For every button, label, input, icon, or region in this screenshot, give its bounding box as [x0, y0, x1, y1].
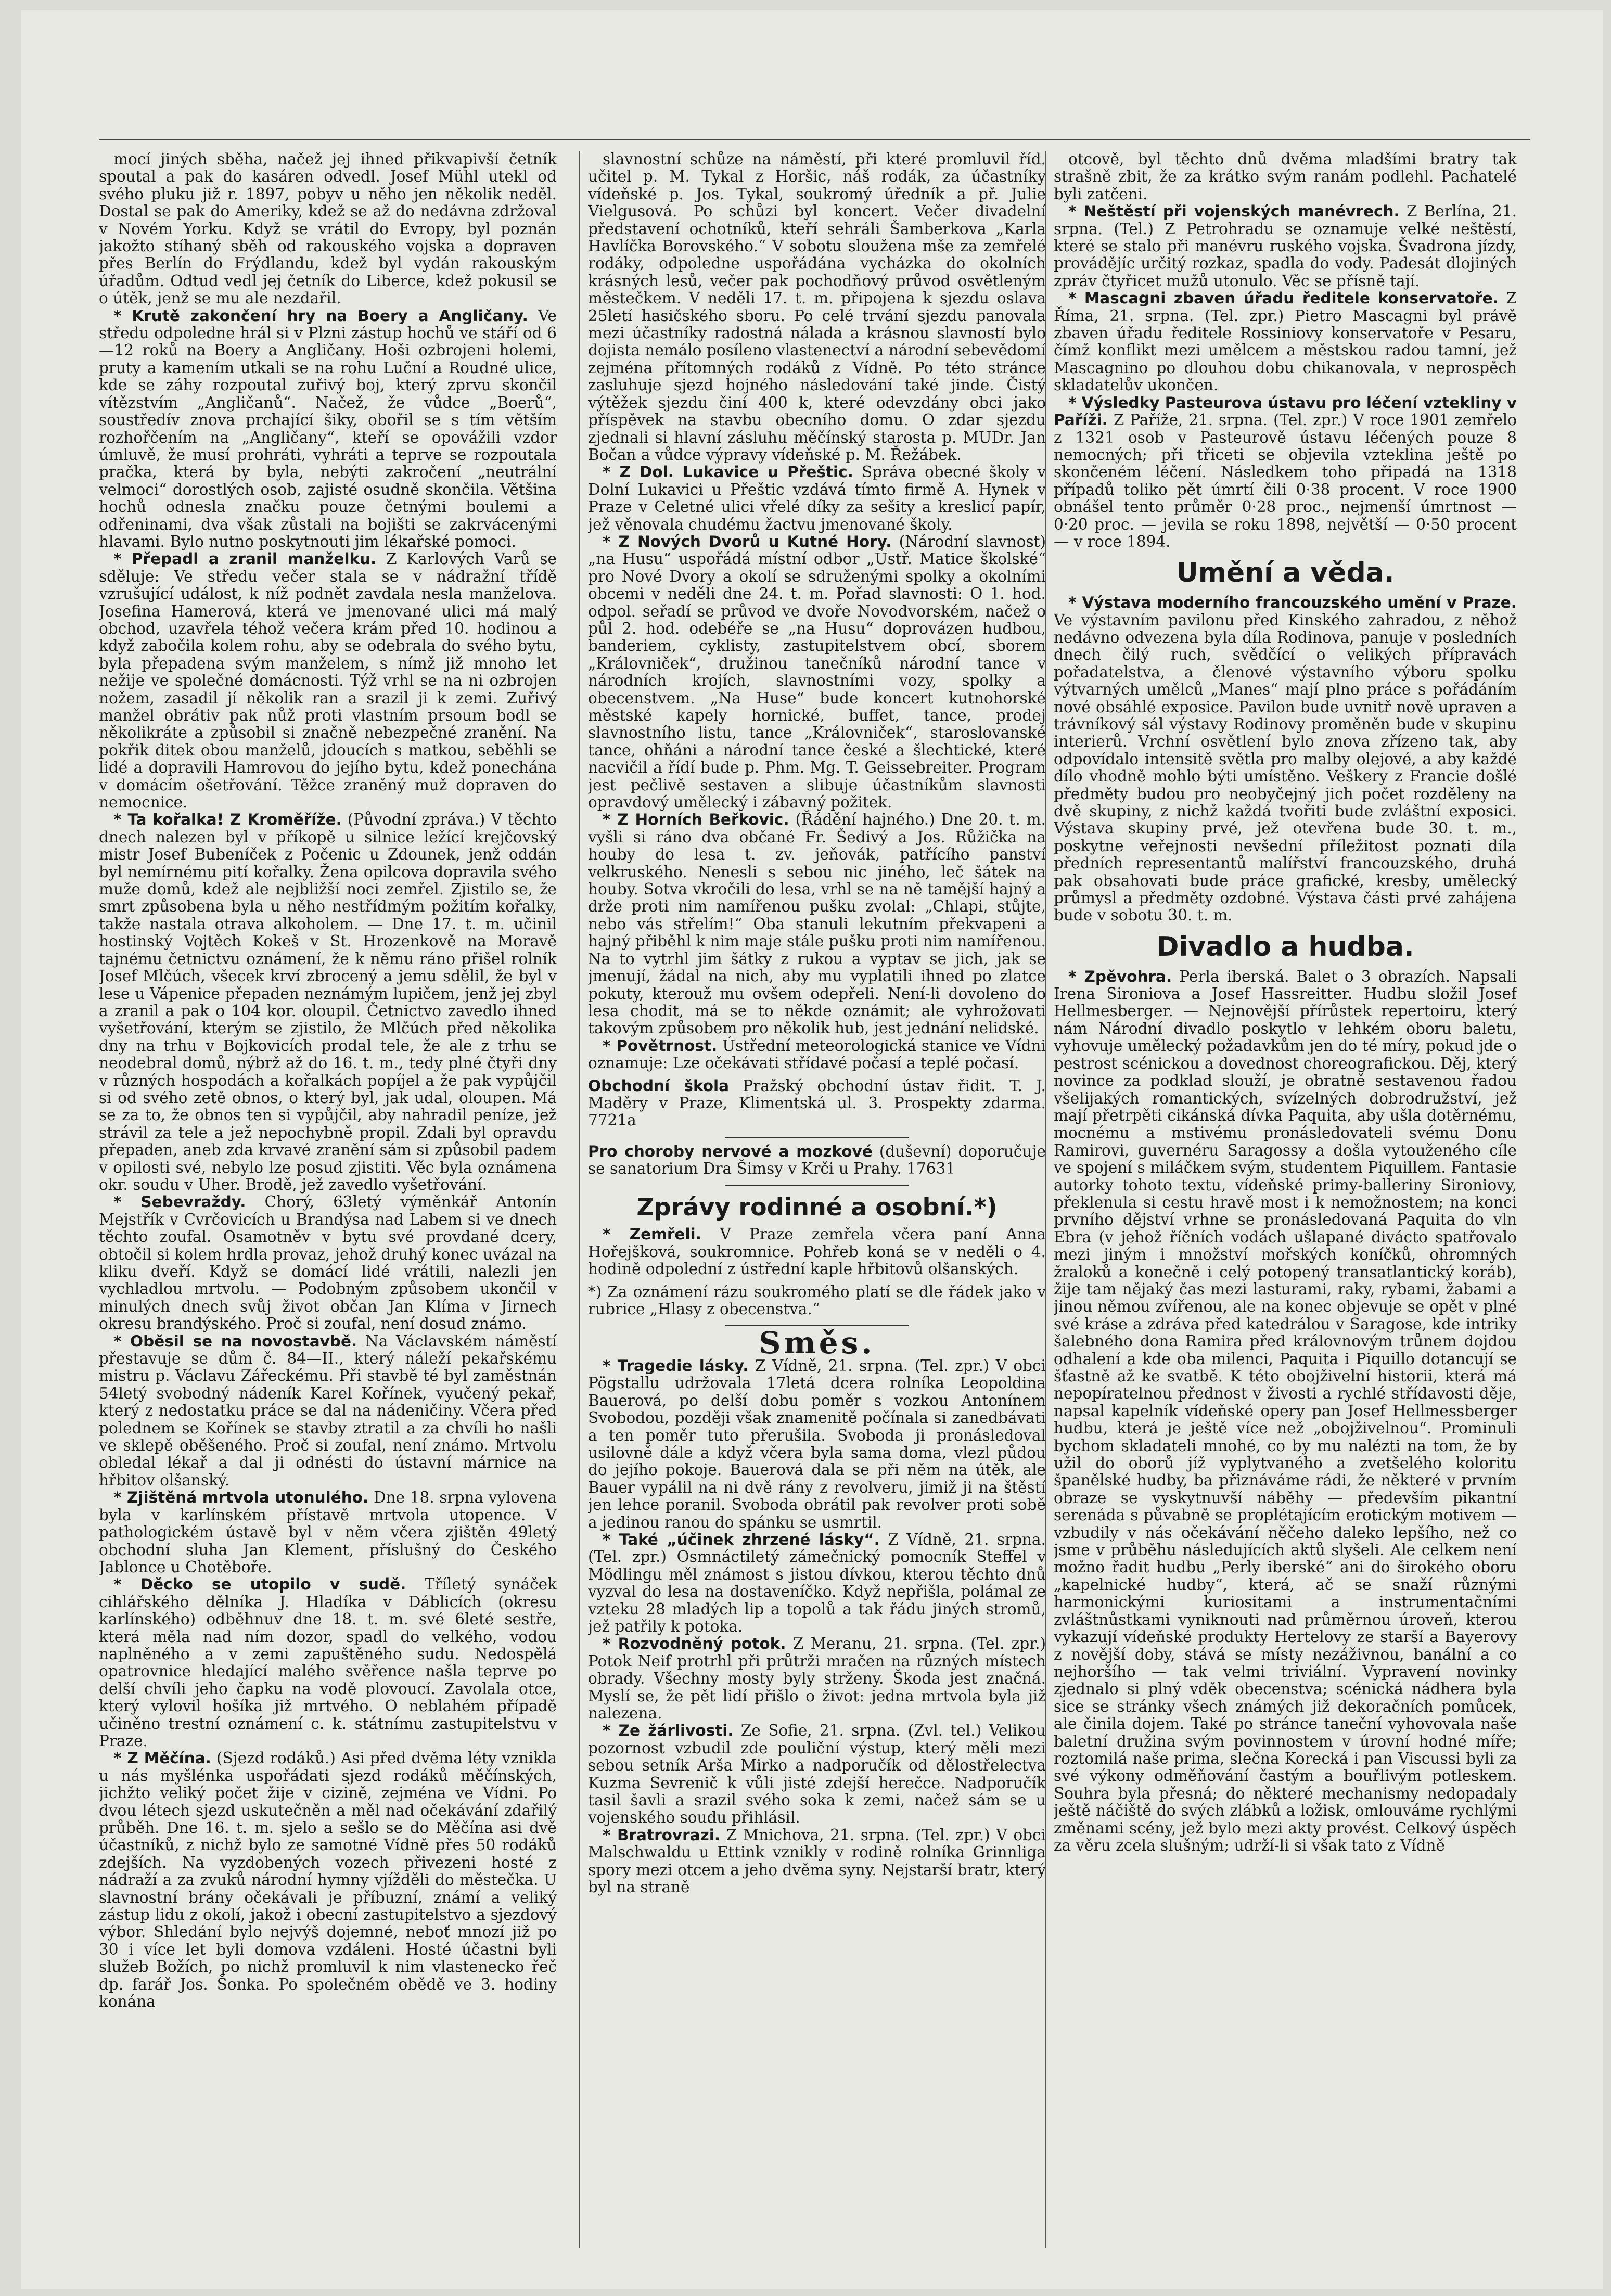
- article-heading: * Ta kořalka! Z Kroměříže.: [113, 811, 342, 829]
- advertisement: [588, 1078, 1046, 1130]
- article-text: (duševní) doporučuje se sanatorium Dra Šimsy v Krči u Prahy. 17631: [588, 1142, 1046, 1178]
- article-paragraph: [1054, 203, 1517, 290]
- article-text: Ze Sofie, 21. srpna. (Zvl. tel.) Velikou pozornost vzbudil zde pouliční výstup, který měli mezi sebou setník Arša Mirko a nadporučík od dělostřelectva Kuzma Sevrenič k vůli jisté zdejší herečce. Nadporučík tasil šavli a srazil svého soka k zemi, načež sám se u vojenského soudu přihlásil.: [588, 1722, 1046, 1827]
- section-heading: Umění a věda.: [1176, 557, 1395, 589]
- article-paragraph: [588, 533, 1046, 812]
- article-heading: Obchodní škola: [588, 1076, 730, 1095]
- article-text: Z Vídně, 21. srpna. (Tel. zpr.) Osmnáctiletý zámečnický pomocník Steffel v Mödlingu měl známost s jistou dívkou, kterou těchto dnů vyzval do lesa na dostaveníčko. Když nepřišla, polámal ze vzteku 28 mladých lip a topolů a tak řádu jiných stromů, jež patřily k potoka.: [588, 1530, 1046, 1635]
- article-heading: * Povětrnost.: [603, 1036, 718, 1055]
- article-text: (Národní slavnost) „na Husu“ uspořádá místní odbor „Ústř. Matice školské“ pro Nové Dvory a okolí se sdruženými spolky a okolními obcemi v neděli dne 24. t. m. Pořad slavnosti: O 1. hod. odpol. seřadí se průvod ve dvoře Novodvorském, načež o půl 2. hod. odebéře se „na Husu“ doprovázen hudbou, banderiem, cyklisty, zastupitelstvem obcí, sborem „Královniček“, družinou tanečníků národní tance v národních krojích, slavnostními vozy, spolky a obecenstvem. „Na Huse“ bude koncert kutnohorské městské kapely hornické, buffet, tance, prodej slavnostního listu, tance „Královniček“, staroslovanské tance, ohňáni a národní tance české a šlechtické, které nacvičil a řídí bude p. Phm. Mg. T. Geissebreiter. Program jest pečlivě sestaven a slibuje účastníkům slavnosti opravdový umělecký i zábavný požitek.: [588, 532, 1046, 812]
- article-text: Ve výstavním pavilonu před Kinského zahradou, z něhož nedávno odvezena byla díla Rodinova, panuje v posledních dnech čilý ruch, svědčící o velikých přípravách pořadatelstva, a členové výstavního výboru spolku výtvarných umělců „Manes“ mají plno práce s pořádáním nové obsáhlé exposice. Pavilon bude uvnitř nově upraven a trávníkový sál výstavy Rodinovy proměněn bude v skupinu interierů. Vrchní osvětlení bylo znova zřízeno tak, aby odpovídalo intensitě světla pro malby olejové, a aby každé dílo vhodně mohlo býti umístěno. Veškery z Francie došlé předměty budou pro neobyčejný jich počet rozděleny na dvě skupiny, z nichž každá tvořiti bude zvláštní exposici. Výstava skupiny prvé, jež otevřena bude 30. t. m., poskytne veřejnosti nevšední příležitost poznati díla předních representantů malířství francouzského, druhá pak obsahovati bude práce grafické, kresby, umělecký průmysl a předměty ozdobné. Výstava části prvé zahájena bude v sobotu 30. t. m.: [1054, 611, 1517, 925]
- section-heading: Divadlo a hudba.: [1156, 931, 1414, 963]
- article-heading: * Krutě zakončení hry na Boery a Angličany.: [113, 306, 528, 325]
- article-paragraph: [99, 1194, 557, 1332]
- article-paragraph: [99, 307, 557, 551]
- article-paragraph: [99, 1333, 557, 1490]
- article-paragraph: [99, 1750, 557, 2010]
- article-heading: * Oběsil se na novostavbě.: [113, 1332, 357, 1350]
- article-heading: * Z Měčína.: [113, 1749, 211, 1767]
- article-text: Z Berlína, 21. srpna. (Tel.) Z Petrohradu se oznamuje velké neštěstí, které se stalo při manévru ruského vojska. Švadrona jízdy, provádějíc určitý rozkaz, spadla do vody. Padesát dlojiných zpráv čtyřicet mužů utonulo. Věc se přísně tají.: [1054, 202, 1517, 290]
- article-heading: * Tragedie lásky.: [603, 1356, 749, 1375]
- article-paragraph: [1054, 151, 1517, 203]
- article-paragraph: [99, 1576, 557, 1750]
- article-paragraph: [1054, 968, 1517, 1855]
- footnote: *) Za oznámení rázu soukromého platí se dle řádek jako v rubrice „Hlasy z obecenstva.“: [588, 1282, 1046, 1318]
- article-text: Ve středu odpoledne hrál si v Plzni zástup hochů ve stáří od 6—12 roků na Boery a Angličany. Hoši ozbrojeni holemi, pruty a kamením utkali se na rohu Luční a Roudné ulice, kde se záhy rozpoutal zuřivý boj, který zprvu skončil vítězstvím „Angličanů“. Načež, že vůdce „Boerů“, soustředív znova prchající šiky, obořil se s tím větším rozhořčením na „Angličany“, kteří se opovážili vzdor úmluvě, že musí prohráti, vyhráti a teprve se rozpoutala pračka, která by byla, nebýti zakročení „neutrální velmoci“ dorostlých osob, zajisté osudně skončila. Většina hochů odnesla značku pouze četnými boulemi a odřeninami, dva však zůstali na bojišti se zakrvácenými hlavami. Bylo nutno poskytnouti jim lékařské pomoci.: [99, 306, 557, 550]
- article-heading: * Výstava moderního francouzského umění v Praze.: [1068, 594, 1517, 612]
- article-heading: * Zemřeli.: [603, 1225, 701, 1243]
- article-text: (Sjezd rodáků.) Asi před dvěma léty vznikla u nás myšlénka uspořádati sjezd rodáků měčínských, jichžto veliký počet žije v cizině, zejména ve Vídni. Po dvou létech sjezd uskutečněn a měl nad očekávání zdařilý průběh. Dne 16. t. m. sjelo a sešlo se do Měčína asi dvě účastníků, z nichž bylo ze samotné Vídně přes 50 rodáků zdejších. Na vyzdobených vozech přivezeni hosté z nádraží a za zvuků národní hymny vjížděli do městečka. U slavnostní brány očekávali je příbuzní, známí a veliký zástup lidu z okolí, jakož i obecní zastupitelstvo a sjezdový výbor. Shledání bylo nejvýš dojemné, neboť mnozí již po 30 i více let byli domova vzdáleni. Hosté účastni byli služeb Božích, po nichž promluvil k nim vlastenecko řeč dp. farář Jos. Šonka. Po společném obědě ve 3. hodiny konána: [99, 1749, 557, 2011]
- article-text: Z Mnichova, 21. srpna. (Tel. zpr.) V obci Malschwaldu u Ettink vznikly v rodině rolníka Grinnliga spory mezi otcem a jeho dvěma syny. Nejstarší bratr, který byl na straně: [588, 1826, 1046, 1896]
- article-heading: * Zpěvohra.: [1068, 967, 1172, 985]
- article-paragraph: [588, 1827, 1046, 1896]
- article-text: Pražský obchodní ústav řidit. T. J. Maděry v Praze, Klimentská ul. 3. Prospekty zdarma. 7721a: [588, 1076, 1046, 1130]
- section-heading: Směs.: [759, 1325, 875, 1361]
- article-heading: * Výsledky Pasteurova ústavu pro léčení vztekliny v Paříži.: [1054, 393, 1517, 429]
- article-paragraph: [1054, 594, 1517, 925]
- article-text: otcově, byl těchto dnů dvěma mladšími bratry tak strašně zbit, že za krátko svým ranám podlehl. Pachatelé byli zatčeni.: [1054, 151, 1517, 203]
- article-paragraph: [99, 151, 557, 307]
- article-paragraph: [588, 151, 1046, 464]
- article-paragraph: [1054, 394, 1517, 551]
- article-paragraph: [99, 811, 557, 1194]
- article-text: V Praze zemřela včera paní Anna Hořejšková, soukromnice. Pohřeb koná se v neděli o 4. hodině odpolední z ústřední kaple hřbitovů olšanských.: [588, 1225, 1046, 1278]
- article-paragraph: [99, 1489, 557, 1576]
- article-text: Perla iberská. Balet o 3 obrazích. Napsali Irena Sironiova a Josef Hassreitter. Hudbu složil Josef Hellmesberger. — Nejnovější přírůstek repertoiru, který nám Národní divadlo poskytlo v lehkém oboru baletu, vyhovuje umělecký požadavkům jen do té míry, pokud jde o pestrost scénickou a dovednost choreografickou. Děj, který novince za podklad slouží, je obratně sestavenou řadou všelijakých romantických, svízelných dobrodružství, jež mají přetrpěti cikánská dívka Paquita, aby ušla dotěrnému, mocnému a mstivému pronásledovateli svému Donu Ramirovi, guvernéru Saragossy a došla vytouženého cíle ve spojení s miláčkem svým, studentem Piquillem. Fantasie autorky tohoto textu, vídeňské primy-balleriny Sironiovy, překlenula si cestu hravě most i k nemožnostem; na konci prvního dějství vrhne se pronásledovaná Paquita do vln Ebra (v jehož říčních vodách ušlapané divácto spatřovalo mezi jiným i množství mořských koníčků, ohromných žraloků a konečně i celý potopený transatlantický koráb), žije tam nějaký čas mezi lasturami, raky, rybami, žabami a jinou němou zvířenou, ale na konec objevuje se opět v plné své kráse a zdráva před katedrálou v Saragose, kde intriky šalebného dona Ramira před královnovým trůnem dojdou odhalení a kde oba milenci, Paquita i Piquillo dotancují se šťastně až ke svatbě. K této obojživelní historii, která má nepopíratelnou přednost v živosti a rychlé střídavosti děje, napsal kapelník vídeňské opery pan Josef Hellmessberger hudbu, která je ještě více než „obojživelnou“. Prominuli bychom skladateli mnohé, co by mu nalézti na tom, že by užil do oborů jíž vyplytvaného a zvetšelého koloritu španělské hudby, ba přiznáváme rádi, že některé v prvním obraze se vyskytnuvší náběhy — především pikantní serenáda s půvabně se proplétajícím erotickým motivem — vzbudily v nás očekávání něčeho daleko lepšího, než co jsme v průběhu následujících aktů slyšeli. Ale celkem není možno řadit hudbu „Perly iberské“ ani do širokého oboru „kapelnické hudby“, která, ač se snaží různými harmonickými kuriositami a instrumentačními zvláštnůstkami vyniknouti nad průměrnou úroveň, kterou vykazují vídeňské produkty Hertelovy ze starší a Bayerovy z novější doby, stává se místy nezáživnou, banální a co nejhoršího — tak velmi triviální. Vypravení novinky zjednalo si plný vděk obecenstva; scénická nádhera byla sice se stránky všech známých již dekoračních pomůcek, ale činila dojem. Také po stránce taneční vyhovovala naše baletní družina svým povinnostem v úrovní hodné míře; roztomilá naše prima, slečna Korecká i pan Viscussi byli za své výkony odměňování častým a bouřlivým potleskem. Souhra byla přesná; do některé mechanismy nedopadaly ještě náčiště do svých zlábků a ložisk, omlouváme rychlými změnami scény, jež bylo mezi akty provést. Celkový úspěch za věru zcela slušným; udrží-li si však tato z Vídně: [1054, 967, 1517, 1854]
- newspaper-page: [21, 10, 1603, 2289]
- article-heading: Pro choroby nervové a mozkové: [588, 1142, 873, 1160]
- article-heading: * Přepadl a zranil manželku.: [113, 550, 377, 568]
- article-paragraph: [588, 1531, 1046, 1635]
- column-1: [99, 151, 557, 2253]
- article-heading: * Ze žárlivosti.: [603, 1722, 734, 1740]
- article-paragraph: [588, 1037, 1046, 1072]
- article-text: slavnostní schůze na náměstí, při které promluvil říd. učitel p. M. Tykal z Horšic, náš rodák, za účastníky vídeňské p. Jos. Tykal, soukromý úředník a př. Julie Vielgusová. Po schůzi byl koncert. Večer divadelní představení ochotníků, kteří sehráli Šamberkova „Karla Havlíčka Borovského.“ V sobotu sloužena mše za zemřelé rodáky, odpoledne uspořádána vycházka do okolních krásných lesů, večer pak pochodňový průvod osvětleným městečkem. V neděli 17. t. m. připojena k sjezdu oslava 25letí hasičského sboru. Po celé trvání sjezdu panovala mezi účastníky radostná nálada a krásnou slavností bylo dojista nemálo posíleno vlastenectví a národní sebevědomí zejména přítomných rodáků z Vídně. Po této stránce zasluhuje sjezd hojného následování také jinde. Čistý výtěžek sjezdu činí 400 k, které odevzdány obci jako příspěvek na stavbu obecního domu. O zdar sjezdu zjednali si hlavní zásluhu měčínský starosta p. MUDr. Jan Bočan a vůdce výpravy vídeňské p. M. Řežábek.: [588, 151, 1046, 464]
- article-text: Dne 18. srpna vylovena byla v karlínském přístavě mrtvola utopence. V pathologickém ústavě byl v něm včera zjištěn 49letý obchodní sluha Jan Klement, příslušný do Českého Jablonce u Chotěboře.: [99, 1489, 557, 1576]
- column-divider: [1045, 151, 1046, 2248]
- article-text: (Řádění hajného.) Dne 20. t. m. vyšli si ráno dva občané Fr. Šedivý a Jos. Růžička na houby do lesa t. zv. jeňovák, patřícího panství velkruského. Nenesli s sebou nic jiného, leč šátek na houby. Sotva vkročili do lesa, vrhl se na ně tamější hajný a drže proti nim namířenou pušku zvolal: „Chlapi, stůjte, nebo vás střelím!“ Oba stanuli lekutním překvapeni a hajný přiběhl k nim maje stále pušku proti nim namířenou. Na to vytrhl jim šátky z rukou a vyptav se jich, jak se jmenují, žádal na nich, aby mu vyplatili ihned po zlatce pokuty, kterouž mu ovšem odepřeli. Není-li dovoleno do lesa chodit, má se to někde oznámit; ale vyhrožovati takovým způsobem pro několik hub, jest jednání nelidské.: [588, 811, 1046, 1037]
- article-paragraph: [588, 1226, 1046, 1278]
- column-2: [588, 151, 1046, 2253]
- column-divider: [579, 151, 580, 2248]
- article-text: Ústřední meteorologická stanice ve Vídni oznamuje: Lze očekávati střídavé počasí a teplé počasí.: [588, 1036, 1046, 1072]
- article-heading: * Z Dol. Lukavice u Přeštic.: [603, 463, 853, 481]
- article-heading: * Také „účinek zhrzené lásky“.: [603, 1530, 880, 1548]
- article-text: Správa obecné školy v Dolní Lukavici u Přeštic vzdává tímto firmě A. Hynek v Praze v Celetné ulici vřelé díky za sešity a kreslicí papír, jež věnovala chudému žactvu jmenované školy.: [588, 463, 1046, 533]
- article-text: Z Vídně, 21. srpna. (Tel. zpr.) V obci Pögstallu udržovala 17letá dcera rolníka Leopoldina Bauerová, po delší dobu poměr s vozkou Antonínem Svobodou, později však znamenitě počínala si zanedbávati a ten poměr tuto přerušila. Svoboda ji pronásledoval usilovně dále a když včera byla sama doma, vlezl půdou do jejího pokoje. Bauerová dala se při něm na útěk, ale Bauer vypálil na ni dvě rány z revolveru, jimiž ji na štěstí jen lehce poranil. Svoboda obrátil pak revolver proti sobě a jedinou ranou do spánku se usmrtil.: [588, 1356, 1046, 1531]
- article-heading: * Z Horních Beřkovic.: [603, 811, 789, 829]
- column-3: [1054, 151, 1517, 2253]
- article-heading: * Zjištěná mrtvola utonulého.: [113, 1489, 369, 1507]
- article-text: (Původní zpráva.) V těchto dnech nalezen byl v příkopě u silnice ležící krejčovský mistr Josef Bubeníček z Počenic u Zdounek, jenž oddán byl nemírnému pití kořalky. Žena opilcova dopravila svého muže domů, kdež ale nejbližší noci zemřel. Zjistilo se, že smrt způsobena byla u něho nestřídmým požitím kořalky, takže nastala otrava alkoholem. — Dne 17. t. m. učinil hostinský Vojtěch Kokeš v St. Hrozenkově na Moravě tajnému četnictvu oznámení, že k němu ráno přišel rolník Josef Mlčúch, všecek krví zbrocený a jemu sdělil, že byl v lese u Vápenice přepaden neznámým lupičem, jenž jej zbyl a zranil a pak o 104 kor. oloupil. Četnictvo zavedlo ihned vyšetřování, kterým se zjistilo, že Mlčúch před několika dny na trhu v Bojkovicích prodal tele, že ale z trhu se neodebral domů, nýbrž až do 16. t. m., tedy plné čtyři dny v různých hospodách a kořalkách popíjel a že pak vypůjčil si od svého zetě obnos, o který byl, jak udal, oloupen. Má se za to, že obnos ten si vypůjčil, aby nahradil peníze, jež strávil za tele a jež nepochybně propil. Zdali byl opravdu přepaden, aneb zda krvavé zranění sám si způsobil padem v opilosti své, nebylo lze posud zjistiti. Věc byla oznámena okr. soudu v Uher. Brodě, jež zavedlo vyšetřování.: [99, 811, 557, 1194]
- article-text: Na Václavském náměstí přestavuje se dům č. 84—II., který náleží pekařskému mistru p. Václavu Zářeckému. Při stavbě té byl zaměstnán 54letý svobodný nádeník Karel Kořínek, vyučený pekař, který z nedostatku práce se dal na nádeničiny. Včera před polednem se Kořínek se stavby ztratil a za chvíli ho našli ve sklepě oběšeného. Proč si zoufal, není známo. Mrtvolu obledal lékař a dal ji odnésti do ústavní márnice na hřbitov olšanský.: [99, 1332, 557, 1489]
- section-heading: Zprávy rodinné a osobní.*): [636, 1192, 998, 1221]
- article-heading: * Sebevraždy.: [113, 1193, 246, 1211]
- article-paragraph: [588, 811, 1046, 1037]
- article-heading: * Mascagni zbaven úřadu ředitele konservatoře.: [1068, 289, 1499, 307]
- article-paragraph: [588, 1722, 1046, 1826]
- article-heading: * Děcko se utopilo v sudě.: [113, 1575, 406, 1594]
- article-heading: * Bratrovrazi.: [603, 1826, 721, 1844]
- article-paragraph: [1054, 290, 1517, 394]
- article-text: Chorý, 63letý výměnkář Antonín Mejstřík v Cvrčovicích u Brandýsa nad Labem si ve dnech těchto zoufal. Osamotněv v bytu své provdané dcery, obtočil si kolem hrdla provaz, jehož druhý konec uvázal na kliku dveří. Když se domácí lidé vrátili, nalezli jen vychladlou mrtvolu. — Podobným způsobem ukončil v minulých dnech svůj život občan Jan Klíma v Jirnech okresu brandýského. Proč si zoufal, není dosud známo.: [99, 1193, 557, 1333]
- divider-rule: [725, 1137, 909, 1138]
- article-text: Tříletý synáček cihlářského dělníka J. Hladíka v Dáblicích (okresu karlínského) odběhnuv dne 18. t. m. své 6leté sestře, která měla nad ním dozor, spadl do velkého, vodou naplněného a v zemi zapuštěného sudu. Nedospělá opatrovnice hledající malého svěřence našla teprve po delší chvíli jeho čapku na vodě plovoucí. Zavolala otce, který vylovil hošíka již mrtvého. O neblahém případě učiněno trestní oznámení c. k. státnímu zastupitelstvu v Praze.: [99, 1575, 557, 1750]
- article-text: Z Meranu, 21. srpna. (Tel. zpr.) Potok Neif protrhl při průtrži mračen na různých místech obrady. Všechny mosty byly strženy. Škoda jest značná. Myslí se, že pět lidí přišlo o život: jedna mrtvola byla již nalezena.: [588, 1635, 1046, 1723]
- article-text: Z Říma, 21. srpna. (Tel. zpr.) Pietro Mascagni byl právě zbaven úřadu ředitele Rossiniovy konservatoře v Pesaru, čímž konflikt mezi umělcem a městskou radou tamní, jež Mascagnino po dlouhou dobu chikanovala, v neprospěch skladatelův ukončen.: [1054, 289, 1517, 394]
- article-paragraph: [588, 464, 1046, 533]
- article-heading: * Rozvodněný potok.: [603, 1635, 786, 1653]
- article-text: mocí jiných sběha, načež jej ihned přikvapivší četník spoutal a pak do kasáren odvedl. Josef Mühl utekl od svého pluku již r. 1897, pobyv u něho jen několik neděl. Dostal se pak do Ameriky, kdež se až do nedávna zdržoval v Novém Yorku. Když se vrátil do Evropy, byl poznán jakožto stíhaný sběh od rakouského vojska a dopraven přes Berlín do Frýdlandu, kdež byl vydán rakouským úřadům. Odtud vedl jej četník do Liberce, kdež pokusil se o útěk, jenž se mu ale nezdařil.: [99, 151, 557, 307]
- article-heading: * Neštěstí při vojenských manévrech.: [1068, 202, 1400, 221]
- article-heading: * Z Nových Dvorů u Kutné Hory.: [603, 532, 892, 550]
- advertisement: [588, 1143, 1046, 1178]
- article-text: Z Karlových Varů se sděluje: Ve středu večer stala se v nádražní třídě vzrušující událost, k níž podnět zavdala nesla manželova. Josefina Hamerová, která ve jmenované ulici má malý obchod, uzavřela téhož večera krám před 10. hodinou a když zabočila kolem rohu, aby se odebrala do svého bytu, byla přepadena svým manželem, s nímž již mnoho let nežije ve společné domácnosti. Týž vrhl se na ni ozbrojen nožem, zasadil jí několik ran a srazil ji k zemi. Zuřivý manžel obrátiv pak nůž proti vlastním prsoum bodl se několikráte a způsobil si značně nebezpečné zranění. Na pokřik ditek obou manželů, jdoucích s matkou, seběhli se lidé a dopravili Hamrovou do jejího bytu, kdež ponechána v domácím ošetřování. Těžce zraněný muž dopraven do nemocnice.: [99, 550, 557, 812]
- article-paragraph: [588, 1357, 1046, 1531]
- top-rule: [99, 139, 1530, 140]
- article-text: Z Paříže, 21. srpna. (Tel. zpr.) V roce 1901 zemřelo z 1321 osob v Pasteurově ústavu léčených pouze 8 nemocných; při třiceti se objevila vzteklina ještě po skončeném léčení. Následkem toho připadá na 1318 případů toliko pět úmrtí čili 0·38 procent. V roce 1900 obnášel tento průměr 0·28 proc., nejmenší úmrtnost — 0·20 proc. — jevila se roku 1898, největší — 0·50 procent — v roce 1894.: [1054, 411, 1517, 550]
- divider-rule: [725, 1185, 909, 1186]
- article-paragraph: [588, 1635, 1046, 1722]
- article-paragraph: [99, 550, 557, 811]
